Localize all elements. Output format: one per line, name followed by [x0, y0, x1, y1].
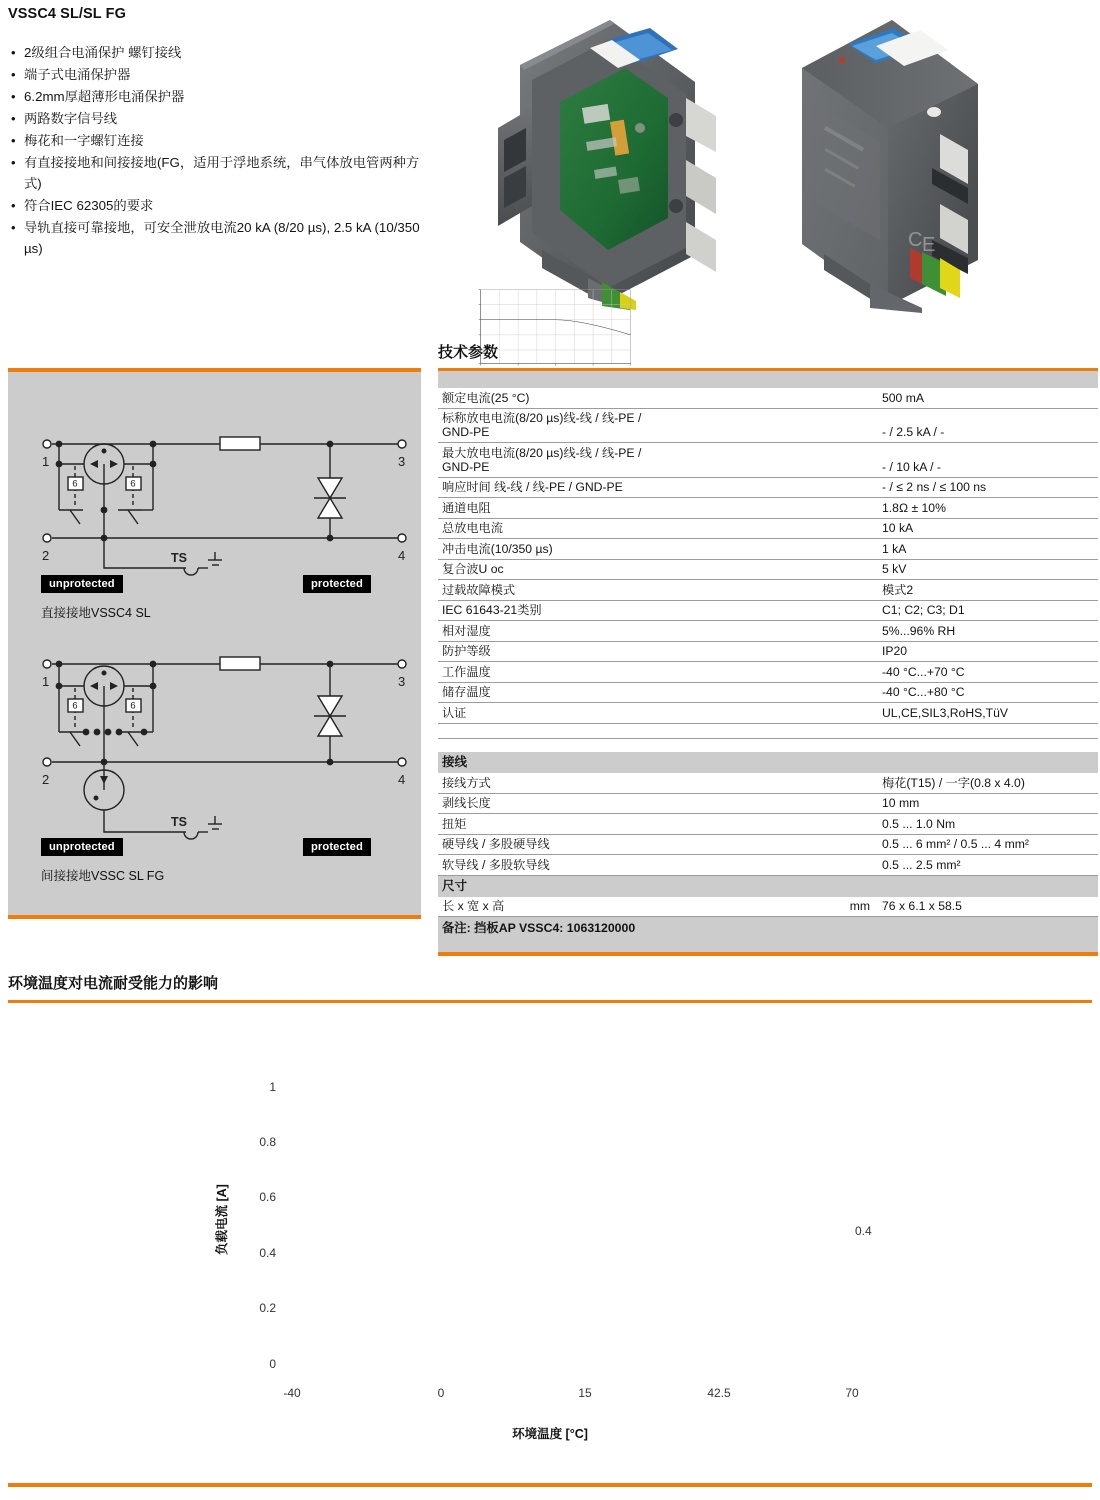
chart-ytick: 0 [269, 1357, 276, 1371]
spec-key: 过载故障模式 [438, 580, 658, 601]
spec-key: IEC 61643-21类别 [438, 600, 658, 621]
chart-xtick: 15 [578, 1386, 592, 1400]
spec-unit [658, 559, 878, 580]
spec-value: 0.5 ... 2.5 mm² [878, 855, 1098, 876]
terminal-label-3: 3 [398, 674, 406, 689]
dimensions-heading: 尺寸 [438, 875, 1098, 897]
spec-value: IP20 [878, 641, 1098, 662]
chart-xtick: -40 [283, 1386, 301, 1400]
spec-key: 额定电流(25 °C) [438, 388, 658, 408]
table-row [438, 539, 1098, 560]
table-row [438, 662, 1098, 683]
spec-value: - / 10 kA / - [878, 443, 1098, 478]
chart-xtick: 70 [845, 1386, 859, 1400]
spec-unit [658, 662, 878, 683]
spec-key: 软导线 / 多股软导线 [438, 855, 658, 876]
page-title: VSSC4 SL/SL FG [8, 6, 126, 22]
svg-text:C: C [908, 229, 923, 251]
terminal-label-2: 2 [42, 548, 50, 563]
chart-x-axis-label: 环境温度 [°C] [512, 1427, 588, 1441]
wiring-section-heading: 接线 [438, 752, 1098, 773]
diagram-caption-direct: 直接接地VSSC4 SL [41, 606, 151, 620]
spec-key: 防护等级 [438, 641, 658, 662]
wiring-spec-table [438, 752, 1098, 952]
chart-data-label: 0.4 [855, 1224, 872, 1238]
svg-text:9: 9 [72, 477, 78, 488]
spec-unit: mm [658, 897, 878, 917]
tech-spec-table [438, 371, 1098, 752]
chart-section [8, 972, 1092, 1003]
spec-key: 接线方式 [438, 773, 658, 793]
chart-xtick: 0 [437, 1386, 445, 1400]
chart-y-axis-label: 负载电流 [A] [215, 1184, 229, 1255]
spec-key: 总放电电流 [438, 518, 658, 539]
spec-unit [658, 703, 878, 724]
spec-key: 响应时间 线-线 / 线-PE / GND-PE [438, 477, 658, 498]
table-row [438, 600, 1098, 621]
spec-value: 5%...96% RH [878, 621, 1098, 642]
chart-ytick: 0.4 [259, 1246, 276, 1260]
note-row [438, 917, 1098, 941]
spec-key: 标称放电电流(8/20 µs)线-线 / 线-PE / GND-PE [438, 408, 658, 443]
table-row [438, 897, 1098, 917]
spec-unit [658, 518, 878, 539]
spec-key: 扭矩 [438, 814, 658, 835]
terminal-label-1: 1 [42, 674, 50, 689]
terminal-label-1: 1 [42, 454, 50, 469]
spec-value: 0.5 ... 1.0 Nm [878, 814, 1098, 835]
circuit-diagram-direct [8, 382, 421, 620]
spec-key: 认证 [438, 703, 658, 724]
tag-protected: protected [303, 575, 371, 593]
table-row [438, 621, 1098, 642]
terminal-label-4: 4 [398, 772, 406, 787]
chart-ytick: 0.6 [259, 1190, 276, 1204]
table-row [438, 682, 1098, 703]
spec-unit [658, 855, 878, 876]
tech-section-heading: 技术参数 [438, 344, 499, 361]
chart-section-heading: 环境温度对电流耐受能力的影响 [8, 975, 219, 992]
spec-key: 冲击电流(10/350 µs) [438, 539, 658, 560]
svg-text:9: 9 [130, 699, 136, 710]
spec-value: 1.8Ω ± 10% [878, 498, 1098, 519]
chart-ytick: 0.2 [259, 1301, 276, 1315]
terminal-label-4: 4 [398, 548, 406, 563]
spec-key: 剥线长度 [438, 793, 658, 814]
spec-unit [658, 793, 878, 814]
circuit-schematic-indirect-svg [8, 644, 421, 856]
table-row [438, 855, 1098, 876]
dimensions-heading-row [438, 875, 1098, 897]
svg-text:E: E [922, 234, 936, 256]
spec-value: C1; C2; C3; D1 [878, 600, 1098, 621]
spec-value: - / ≤ 2 ns / ≤ 100 ns [878, 477, 1098, 498]
tag-unprotected: unprotected [41, 838, 123, 856]
table-row [438, 773, 1098, 793]
list-item: • 梅花和一字螺钉连接 [10, 131, 428, 152]
spec-key: 硬导线 / 多股硬导线 [438, 834, 658, 855]
spec-unit [658, 621, 878, 642]
tag-protected: protected [303, 838, 371, 856]
table-row [438, 498, 1098, 519]
spec-key: 通道电阻 [438, 498, 658, 519]
spec-key: 最大放电电流(8/20 µs)线-线 / 线-PE / GND-PE [438, 443, 658, 478]
spec-unit [658, 834, 878, 855]
orange-divider-chart [8, 1000, 1092, 1003]
spec-value: 梅花(T15) / 一字(0.8 x 4.0) [878, 773, 1098, 793]
circuit-schematic-direct-svg [8, 382, 421, 592]
spec-value: 5 kV [878, 559, 1098, 580]
table-row [438, 814, 1098, 835]
table-row [438, 408, 1098, 443]
spec-value: 500 mA [878, 388, 1098, 408]
table-row [438, 518, 1098, 539]
list-item: • 6.2mm厚超薄形电涌保护器 [10, 87, 428, 108]
spec-unit [658, 641, 878, 662]
spec-unit [658, 773, 878, 793]
spec-unit [658, 408, 878, 443]
chart-plot-area [0, 0, 1100, 400]
wiring-section-heading-row [438, 752, 1098, 773]
svg-text:9: 9 [72, 699, 78, 710]
spec-value: 10 mm [878, 793, 1098, 814]
circuit-diagram-indirect [8, 644, 421, 883]
ground-label-ts: TS [171, 815, 187, 829]
table-row [438, 703, 1098, 724]
spec-unit [658, 443, 878, 478]
table-row [438, 443, 1098, 478]
spec-unit [658, 498, 878, 519]
table-spacer [438, 723, 1098, 737]
chart-xtick: 42.5 [707, 1386, 731, 1400]
spec-value: 1 kA [878, 539, 1098, 560]
spec-value: -40 °C...+80 °C [878, 682, 1098, 703]
diagram-caption-indirect: 间接接地VSSC SL FG [41, 869, 165, 883]
spec-unit [658, 539, 878, 560]
gray-gap [438, 940, 1098, 952]
list-item: • 导轨直接可靠接地，可安全泄放电流20 kA (8/20 µs), 2.5 kA (10/350 µs) [10, 218, 428, 259]
orange-divider-bottom [438, 952, 1098, 956]
chart-ytick: 0.8 [259, 1135, 276, 1149]
spec-key: 相对湿度 [438, 621, 658, 642]
spec-value: 模式2 [878, 580, 1098, 601]
list-item: • 两路数字信号线 [10, 109, 428, 130]
table-row [438, 559, 1098, 580]
spec-unit [658, 814, 878, 835]
tag-unprotected: unprotected [41, 575, 123, 593]
spec-value: -40 °C...+70 °C [878, 662, 1098, 683]
spec-key: 储存温度 [438, 682, 658, 703]
table-row [438, 641, 1098, 662]
table-row [438, 477, 1098, 498]
spec-key: 复合波U oc [438, 559, 658, 580]
terminal-label-2: 2 [42, 772, 50, 787]
footer-orange-divider [8, 1483, 1092, 1487]
spec-value: - / 2.5 kA / - [878, 408, 1098, 443]
spec-key: 工作温度 [438, 662, 658, 683]
list-item: • 有直接接地和间接接地(FG，适用于浮地系统，串气体放电管两种方式) [10, 153, 428, 194]
list-item: • 2级组合电涌保护 螺钉接线 [10, 43, 428, 64]
spec-unit [658, 580, 878, 601]
list-item: • 端子式电涌保护器 [10, 65, 428, 86]
spec-unit [658, 477, 878, 498]
spec-value: 10 kA [878, 518, 1098, 539]
note-text: 备注: 挡板AP VSSC4: 1063120000 [438, 917, 1098, 941]
circuit-diagram-panel [8, 368, 421, 919]
terminal-label-3: 3 [398, 454, 406, 469]
table-spacer [438, 738, 1098, 752]
spec-value: 76 x 6.1 x 58.5 [878, 897, 1098, 917]
spec-unit [658, 600, 878, 621]
spec-unit [658, 682, 878, 703]
table-row [438, 580, 1098, 601]
svg-text:9: 9 [130, 477, 136, 488]
spec-value: 0.5 ... 6 mm² / 0.5 ... 4 mm² [878, 834, 1098, 855]
spec-value: UL,CE,SIL3,RoHS,TüV [878, 703, 1098, 724]
table-row [438, 834, 1098, 855]
spec-key: 长 x 宽 x 高 [438, 897, 658, 917]
table-row [438, 793, 1098, 814]
tech-spec-section [438, 341, 1098, 956]
list-item: • 符合IEC 62305的要求 [10, 196, 428, 217]
ground-label-ts: TS [171, 551, 187, 565]
chart-ytick: 1 [269, 1080, 276, 1094]
